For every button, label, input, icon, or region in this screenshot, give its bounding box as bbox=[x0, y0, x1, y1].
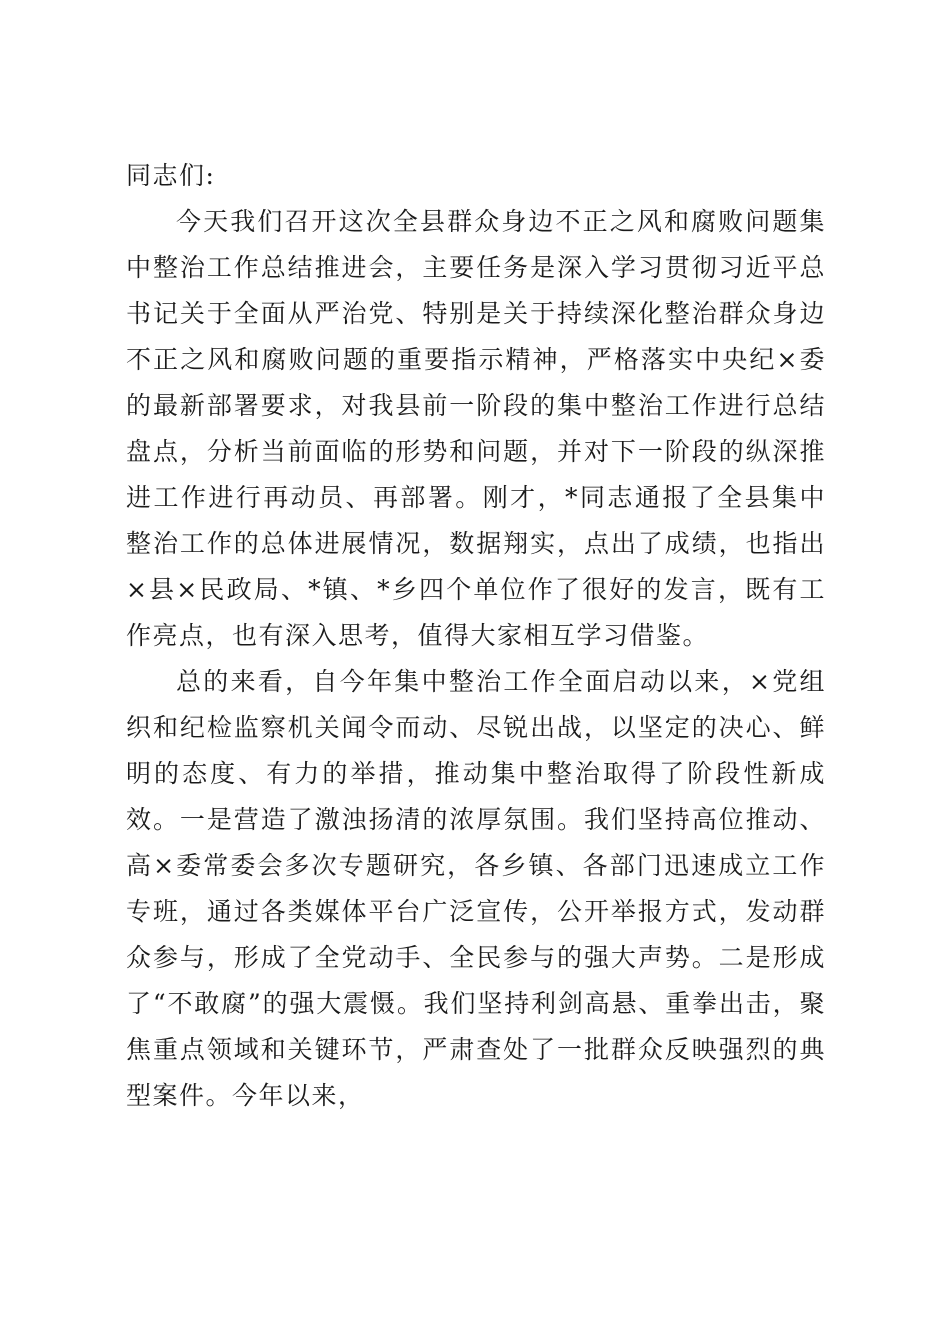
document-body bbox=[126, 153, 826, 1119]
salutation: 同志们: bbox=[126, 161, 216, 190]
paragraph-summary: 总的来看，自今年集中整治工作全面启动以来，×党组织和纪检监察机关闻令而动、尽锐出战，以坚定的决心、鲜明的态度、有力的举措，推动集中整治取得了阶段性新成效。一是营造了激浊扬清的浓厚氛围。我们坚持高位推动、高×委常委会多次专题研究，各乡镇、各部门迅速成立工作专班，通过各类媒体平台广泛宣传，公开举报方式，发动群众参与，形成了全党动手、全民参与的强大声势。二是形成了“不敢腐”的强大震慑。我们坚持利剑高悬、重拳出击，聚焦重点领域和关键环节，严肃查处了一批群众反映强烈的典型案件。今年以来， bbox=[126, 667, 826, 1110]
paragraph-opening: 今天我们召开这次全县群众身边不正之风和腐败问题集中整治工作总结推进会，主要任务是深入学习贯彻习近平总书记关于全面从严治党、特别是关于持续深化整治群众身边不正之风和腐败问题的重要指示精神，严格落实中央纪×委的最新部署要求，对我县前一阶段的集中整治工作进行总结盘点，分析当前面临的形势和问题，并对下一阶段的纵深推进工作进行再动员、再部署。刚才，*同志通报了全县集中整治工作的总体进展情况，数据翔实，点出了成绩，也指出×县×民政局、*镇、*乡四个单位作了很好的发言，既有工作亮点，也有深入思考，值得大家相互学习借鉴。 bbox=[126, 207, 826, 650]
